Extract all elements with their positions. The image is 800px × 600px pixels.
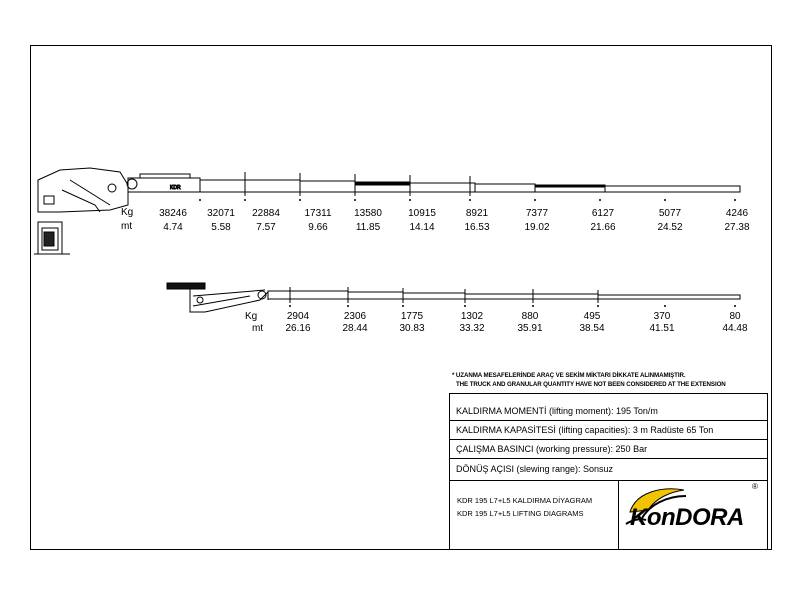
mt-value: 28.44 xyxy=(342,323,368,334)
model-title-en: KDR 195 L7+L5 LIFTING DIAGRAMS xyxy=(457,509,584,518)
divider-vertical xyxy=(618,480,619,550)
mt-value: 35.91 xyxy=(517,323,543,334)
mt-value: 7.57 xyxy=(256,222,276,233)
kg-value: 370 xyxy=(653,311,671,322)
divider xyxy=(450,480,767,481)
mt-value: 19.02 xyxy=(524,222,550,233)
divider xyxy=(450,439,767,440)
kg-value: 80 xyxy=(729,311,741,322)
kg-value: 2306 xyxy=(343,311,367,322)
kg-value: 17311 xyxy=(304,208,332,219)
divider xyxy=(450,420,767,421)
mt-label-1: mt xyxy=(121,221,133,232)
mt-value: 38.54 xyxy=(579,323,605,334)
jib-extension xyxy=(167,283,740,312)
mt-value: 21.66 xyxy=(590,222,616,233)
section-markers-1 xyxy=(199,199,736,201)
mt-value: 30.83 xyxy=(399,323,425,334)
note-english: THE TRUCK AND GRANULAR QUANTITY HAVE NOT BEEN CONSIDERED AT THE EXTENSION xyxy=(456,381,726,388)
spec-working-pressure: ÇALIŞMA BASINCI (working pressure): 250 Bar xyxy=(456,444,648,454)
kg-value: 10915 xyxy=(408,208,436,219)
kg-value: 1302 xyxy=(460,311,484,322)
svg-text:KDR: KDR xyxy=(170,185,181,191)
kg-value: 5077 xyxy=(658,208,682,219)
mt-value: 9.66 xyxy=(308,222,328,233)
mt-value: 16.53 xyxy=(464,222,490,233)
kg-value: 22884 xyxy=(252,208,280,219)
kg-value: 38246 xyxy=(159,208,187,219)
mt-value: 33.32 xyxy=(459,323,485,334)
kg-value: 4246 xyxy=(725,208,749,219)
section-markers-2 xyxy=(289,305,736,307)
mt-value: 26.16 xyxy=(285,323,311,334)
registered-mark: ® xyxy=(752,482,758,491)
mt-value: 24.52 xyxy=(657,222,683,233)
model-title-tr: KDR 195 L7+L5 KALDIRMA DİYAGRAM xyxy=(457,496,593,505)
divider xyxy=(450,458,767,459)
main-boom xyxy=(128,172,740,196)
mt-value: 14.14 xyxy=(409,222,435,233)
kg-value: 7377 xyxy=(525,208,549,219)
kg-value: 32071 xyxy=(207,208,235,219)
mt-label-2: mt xyxy=(252,323,264,334)
brand-logo xyxy=(622,482,762,536)
kg-value: 495 xyxy=(583,311,601,322)
kg-label-1: Kg xyxy=(121,207,134,218)
mt-value: 27.38 xyxy=(724,222,750,233)
kg-value: 1775 xyxy=(400,311,424,322)
mt-value: 41.51 xyxy=(649,323,675,334)
mt-value: 11.85 xyxy=(355,222,381,233)
kg-value: 8921 xyxy=(465,208,489,219)
spec-lifting-moment: KALDIRMA MOMENTİ (lifting moment): 195 Ton/m xyxy=(456,406,658,416)
mt-value: 44.48 xyxy=(722,323,748,334)
kg-value: 13580 xyxy=(354,208,382,219)
kg-label-2: Kg xyxy=(245,311,258,322)
spec-slewing-range: DÖNÜŞ AÇISI (slewing range): Sonsuz xyxy=(456,464,614,474)
kg-value: 880 xyxy=(521,311,539,322)
mt-value: 4.74 xyxy=(163,222,183,233)
kg-value: 2904 xyxy=(286,311,310,322)
spec-lifting-capacity: KALDIRMA KAPASİTESİ (lifting capacities): 3 m Radüste 65 Ton xyxy=(456,425,714,435)
title-block xyxy=(449,393,768,550)
note-turkish: * UZANMA MESAFELERİNDE ARAÇ VE SEKİM MİKTARI DİKKATE ALINMAMIŞTIR. xyxy=(452,372,686,379)
mt-value: 5.58 xyxy=(211,222,231,233)
brand-wordmark: KonDORA xyxy=(630,504,744,531)
kg-value: 6127 xyxy=(591,208,615,219)
